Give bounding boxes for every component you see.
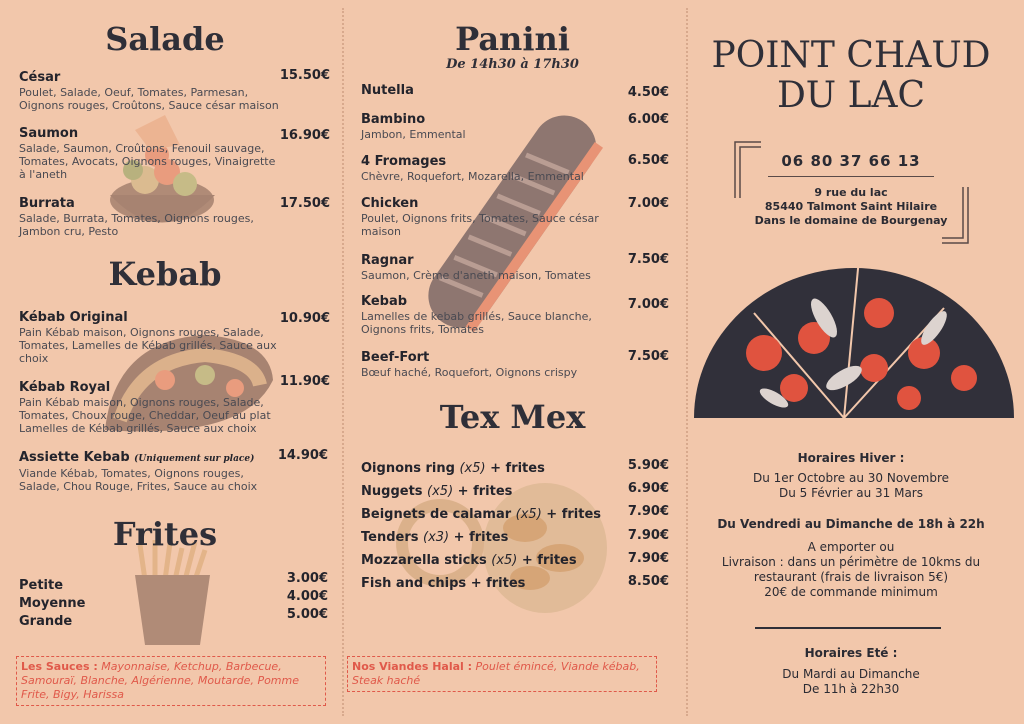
item-name-text: Assiette Kebab [19, 450, 130, 465]
item-price: 16.90€ [279, 128, 330, 143]
item-description: Poulet, Salade, Oeuf, Tomates, Parmesan, Oignons rouges, Croûtons, Sauce césar maison [19, 86, 279, 112]
item-name: Saumon [19, 126, 79, 141]
menu-item-mozzarella-sticks [361, 553, 621, 569]
item-name [19, 450, 287, 467]
viandes-list: Poulet émincé, Viande kébab, Steak haché [352, 660, 640, 687]
item-description: Bœuf haché, Roquefort, Oignons crispy [361, 366, 578, 379]
menu-item-kebab-royal [19, 380, 281, 435]
viandes-halal-box [347, 656, 657, 692]
phone-number[interactable]: 06 80 37 66 13 [781, 152, 921, 170]
menu-item-burrata [19, 196, 269, 238]
item-suffix: + frites [453, 484, 513, 499]
panini-title: Panini [455, 20, 570, 58]
menu-item-nutella [361, 83, 611, 99]
item-suffix: + frites [449, 530, 509, 545]
menu-item-petite: Petite [19, 578, 64, 593]
address [738, 186, 964, 228]
menu-item-moyenne: Moyenne [19, 596, 86, 611]
viandes-label: Nos Viandes Halal : [352, 660, 473, 673]
restaurant-name-line2: DU LAC [776, 75, 926, 116]
pizza-illustration [694, 258, 1014, 420]
item-name: Kébab Royal [19, 380, 111, 395]
salade-title: Salade [105, 20, 225, 58]
item-description: Pain Kébab maison, Oignons rouges, Salade, Tomates, Choux rouge, Cheddar, Oeuf au plat Lamelles de Kébab grillés, Sauce aux choix [19, 396, 271, 435]
item-price: 6.50€ [627, 153, 669, 168]
item-price: 3.00€ [286, 571, 328, 586]
item-description: Pain Kébab maison, Oignons rouges, Salade, Tomates, Lamelles de Kébab grillés, Sauce aux choix [19, 326, 277, 365]
address-line2: 85440 Talmont Saint Hilaire [764, 200, 938, 213]
winter-dates-line1: Du 1er Octobre au 30 Novembre [752, 471, 950, 485]
item-name: Oignons ring [361, 461, 455, 476]
delivery-info [688, 540, 1014, 600]
menu-item-bambino [361, 112, 611, 141]
menu-item-oignons-ring [361, 461, 621, 477]
menu-item-fish-and-chips [361, 576, 621, 592]
item-quantity: (x3) [423, 530, 450, 545]
winter-hours-title: Horaires Hiver : [797, 451, 905, 465]
menu-item-beef-fort [361, 350, 611, 379]
item-price: 7.90€ [627, 528, 669, 543]
item-price: 15.50€ [279, 68, 330, 83]
winter-hours-dates [688, 471, 1014, 501]
item-description: Lamelles de kebab grillés, Sauce blanche, Oignons frits, Tomates [361, 310, 592, 336]
item-name: Kebab [361, 294, 408, 309]
item-name: Kébab Original [19, 310, 128, 325]
texmex-title: Tex Mex [439, 398, 586, 436]
delivery-line1: Livraison : dans un périmètre de 10kms du [721, 555, 981, 569]
item-name: Nuggets [361, 484, 423, 499]
address-line1: 9 rue du lac [814, 186, 888, 199]
delivery-line3: 20€ de commande minimum [764, 585, 938, 599]
fries-illustration [130, 540, 215, 645]
item-price: 17.50€ [279, 196, 330, 211]
column-divider-1 [342, 8, 344, 716]
frites-title: Frites [112, 515, 218, 553]
item-price: 11.90€ [279, 374, 330, 389]
item-quantity: (x5) [427, 484, 454, 499]
restaurant-name-line1: POINT CHAUD [711, 35, 991, 76]
menu-item-grande: Grande [19, 614, 73, 629]
item-name: Chicken [361, 196, 419, 211]
item-quantity: (x5) [459, 461, 486, 476]
item-description: Viande Kébab, Tomates, Oignons rouges, Salade, Chou Rouge, Frites, Sauce au choix [19, 467, 258, 493]
hours-separator [755, 627, 941, 629]
item-price: 10.90€ [279, 311, 330, 326]
item-price: 7.50€ [627, 349, 669, 364]
item-name: Tenders [361, 530, 419, 545]
item-price: 4.00€ [286, 589, 328, 604]
restaurant-name [688, 36, 1014, 116]
takeaway-text: A emporter ou [807, 540, 895, 554]
sauces-box [16, 656, 326, 706]
menu-item-assiette-kebab [19, 450, 287, 493]
item-suffix: + frites [485, 461, 545, 476]
menu-item-tenders [361, 530, 621, 546]
item-name: Nutella [361, 83, 414, 98]
item-price: 7.90€ [627, 504, 669, 519]
item-description: Chèvre, Roquefort, Mozarella, Emmental [361, 170, 584, 183]
summer-line1: Du Mardi au Dimanche [782, 667, 920, 681]
item-description: Jambon, Emmental [361, 128, 466, 141]
item-price: 6.00€ [627, 112, 669, 127]
item-quantity: (x5) [491, 553, 518, 568]
item-suffix: + frites [541, 507, 602, 522]
item-note: (Uniquement sur place) [134, 454, 255, 464]
item-price: 4.50€ [627, 85, 669, 100]
item-name: César [19, 70, 61, 85]
panini-hours: De 14h30 à 17h30 [446, 57, 579, 72]
item-description: Salade, Saumon, Croûtons, Fenouil sauvage, Tomates, Avocats, Oignons rouges, Vinaigrette à l'aneth [19, 142, 276, 181]
menu-item-chicken [361, 196, 611, 238]
menu-item-4-fromages [361, 154, 611, 183]
menu-item-nuggets [361, 484, 621, 500]
item-price: 6.90€ [627, 481, 669, 496]
item-name: Burrata [19, 196, 75, 211]
kebab-title: Kebab [108, 255, 222, 293]
menu-item-saumon [19, 126, 281, 181]
delivery-line2: restaurant (frais de livraison 5€) [753, 570, 949, 584]
item-name: Bambino [361, 112, 426, 127]
item-name: Fish and chips + frites [361, 576, 526, 591]
sauces-list: Mayonnaise, Ketchup, Barbecue, Samouraï, Blanche, Algérienne, Moutarde, Pomme Frite, Bigy, Harissa [21, 660, 300, 701]
menu-item-cesar [19, 70, 289, 112]
item-quantity: (x5) [515, 507, 542, 522]
summer-line2: De 11h à 22h30 [802, 682, 900, 696]
item-name: Mozzarella sticks [361, 553, 487, 568]
item-price: 14.90€ [277, 448, 328, 463]
menu-item-beignets-calamar [361, 507, 621, 523]
item-price: 7.00€ [627, 297, 669, 312]
item-description: Salade, Burrata, Tomates, Oignons rouges, Jambon cru, Pesto [19, 212, 254, 238]
menu-item-kebab-panini [361, 294, 611, 336]
item-description: Saumon, Crème d'aneth maison, Tomates [361, 269, 591, 282]
sauces-label: Les Sauces : [21, 660, 98, 673]
menu-item-kebab-original [19, 310, 281, 365]
summer-hours-dates [688, 667, 1014, 697]
address-line3: Dans le domaine de Bourgenay [754, 214, 948, 227]
item-price: 7.90€ [627, 551, 669, 566]
item-name: Beignets de calamar [361, 507, 512, 522]
item-name: 4 Fromages [361, 154, 447, 169]
opening-days: Du Vendredi au Dimanche de 18h à 22h [717, 517, 985, 531]
item-price: 7.50€ [627, 252, 669, 267]
item-price: 5.90€ [627, 458, 669, 473]
summer-hours-title: Horaires Eté : [804, 646, 898, 660]
winter-dates-line2: Du 5 Février au 31 Mars [779, 486, 923, 500]
item-name: Beef-Fort [361, 350, 430, 365]
menu-item-ragnar [361, 253, 611, 282]
item-price: 7.00€ [627, 196, 669, 211]
item-description: Poulet, Oignons frits, Tomates, Sauce césar maison [361, 212, 599, 238]
phone-underline [768, 176, 934, 177]
item-name: Ragnar [361, 253, 414, 268]
item-price: 5.00€ [286, 607, 328, 622]
item-price: 8.50€ [627, 574, 669, 589]
item-suffix: + frites [517, 553, 577, 568]
